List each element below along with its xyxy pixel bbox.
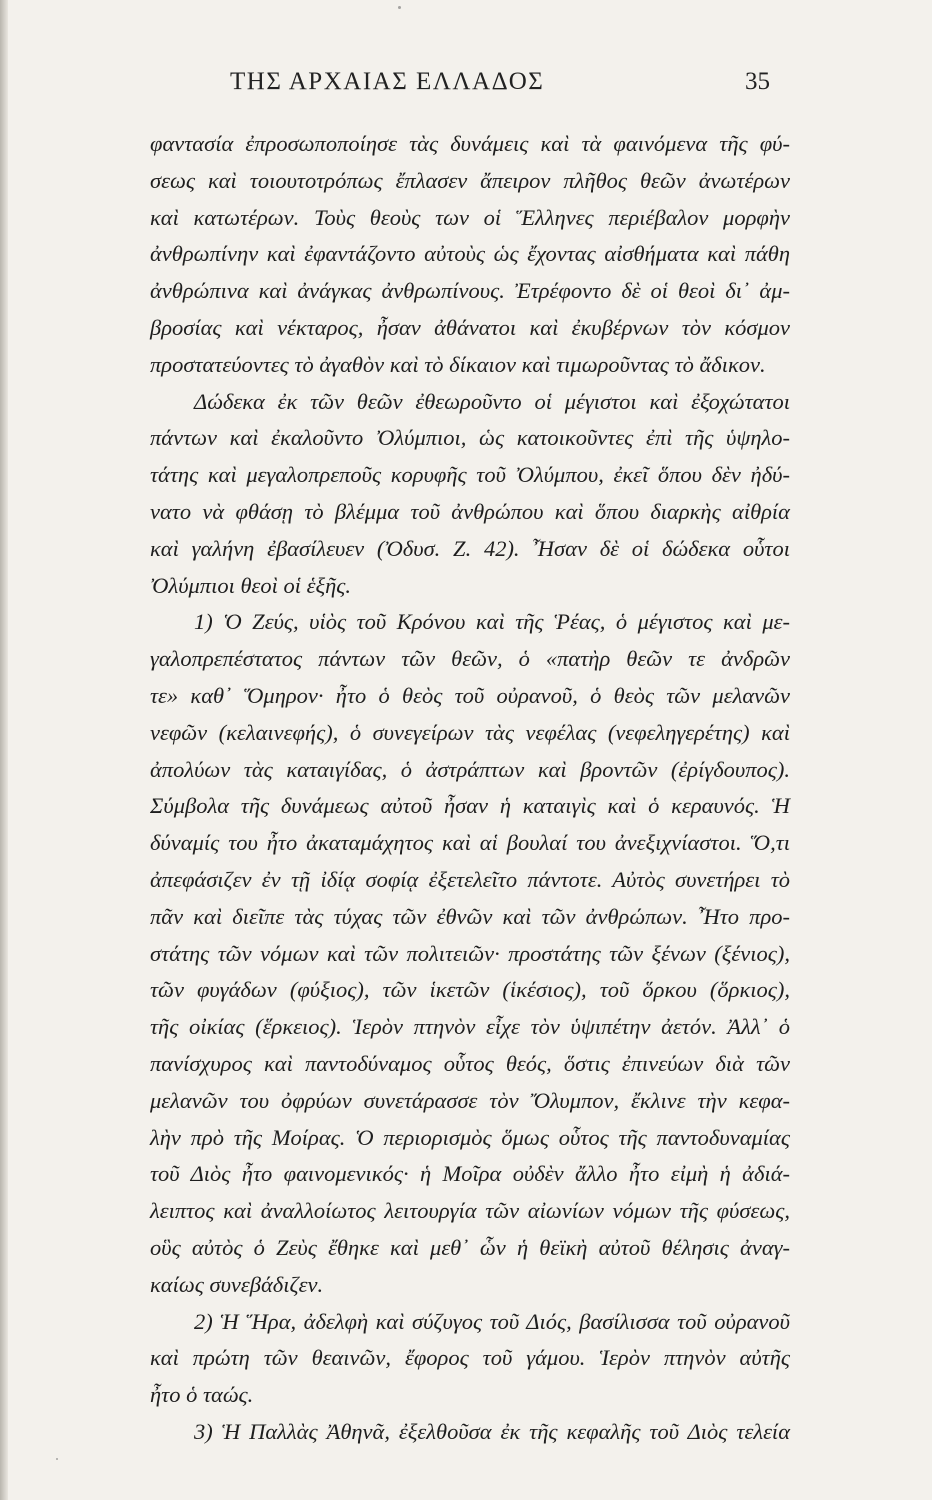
text-line: ἦτο ὁ ταώς. (150, 1382, 254, 1408)
text-line: καίως συνεβάδιζεν. (150, 1271, 324, 1297)
text-line: γαλοπρεπέστατος πάντων τῶν θεῶν, ὁ «πατὴρ θεῶν τε ἀνδρῶν (150, 646, 790, 672)
text-line: Ὀλύμπιοι θεοὶ οἱ ἑξῆς. (150, 572, 352, 598)
text-line: 1) Ὁ Ζεύς, υἱὸς τοῦ Κρόνου καὶ τῆς Ῥέας, ὁ μέγιστος καὶ με- (194, 609, 790, 635)
text-line: τάτης καὶ μεγαλοπρεποῦς κορυφῆς τοῦ Ὀλύμπου, ἐκεῖ ὅπου δὲν ἠδύ- (150, 462, 790, 488)
text-line: πανίσχυρος καὶ παντοδύναμος οὗτος θεός, ὅστις ἐπινεύων διὰ τῶν (150, 1050, 790, 1076)
text-line: νεφῶν (κελαινεφής), ὁ συνεγείρων τὰς νεφέλας (νεφεληγερέτης) καὶ (150, 719, 790, 745)
text-line: φαντασία ἐπροσωποποίησε τὰς δυνάμεις καὶ τὰ φαινόμενα τῆς φύ- (150, 131, 790, 156)
text-line: λὴν πρὸ τῆς Μοίρας. Ὁ περιορισμὸς ὅμως οὗτος τῆς παντοδυναμίας (150, 1124, 790, 1150)
text-line: τῶν φυγάδων (φύξιος), τῶν ἱκετῶν (ἱκέσιος), τοῦ ὅρκου (ὅρκιος), (150, 977, 790, 1003)
text-line: καὶ κατωτέρων. Τοὺς θεοὺς των οἱ Ἕλληνες περιέβαλον μορφὴν (150, 204, 790, 230)
text-line: καὶ γαλήνη ἐβασίλευεν (Ὀδυσ. Ζ. 42). Ἦσαν δὲ οἱ δώδεκα οὗτοι (150, 535, 790, 561)
running-head: ΤΗΣ ΑΡΧΑΙΑΣ ΕΛΛΑΔΟΣ (230, 68, 545, 95)
text-line: τε» καθ᾿ Ὅμηρον· ἦτο ὁ θεὸς τοῦ οὐρανοῦ, ὁ θεὸς τῶν μελανῶν (150, 682, 790, 708)
text-line: προστατεύοντες τὸ ἀγαθὸν καὶ τὸ δίκαιον καὶ τιμωροῦντας τὸ ἄδικον. (150, 351, 766, 377)
text-line: ἀπολύων τὰς καταιγίδας, ὁ ἀστράπτων καὶ βροντῶν (ἐρίγδουπος). (150, 756, 790, 782)
text-line: πᾶν καὶ διεῖπε τὰς τύχας τῶν ἐθνῶν καὶ τῶν ἀνθρώπων. Ἦτο προ- (150, 903, 790, 929)
text-line: μελανῶν του ὀφρύων συνετάρασσε τὸν Ὄλυμπον, ἔκλινε τὴν κεφα- (150, 1087, 790, 1113)
text-line: βροσίας καὶ νέκταρος, ἦσαν ἀθάνατοι καὶ ἐκυβέρνων τὸν κόσμον (150, 314, 790, 340)
text-line: ἀνθρώπινα καὶ ἀνάγκας ἀνθρωπίνους. Ἐτρέφοντο δὲ οἱ θεοὶ δι᾿ ἀμ- (150, 278, 790, 304)
text-line: Δώδεκα ἐκ τῶν θεῶν ἐθεωροῦντο οἱ μέγιστοι καὶ ἐξοχώτατοι (194, 388, 790, 414)
text-line: δύναμίς του ἦτο ἀκαταμάχητος καὶ αἱ βουλαί του ἀνεξιχνίαστοι. Ὅ,τι (150, 830, 790, 856)
text-line: οὓς αὐτὸς ὁ Ζεὺς ἔθηκε καὶ μεθ᾿ ὧν ἡ θεϊκὴ αὐτοῦ θέλησις ἀναγ- (150, 1234, 790, 1260)
text-line: λειπτος καὶ ἀναλλοίωτος λειτουργία τῶν αἰωνίων νόμων τῆς φύσεως, (150, 1198, 790, 1224)
page-edge-shadow (0, 0, 8, 1500)
text-line: τῆς οἰκίας (ἕρκειος). Ἱερὸν πτηνὸν εἶχε τὸν ὑψιπέτην ἀετόν. Ἀλλ᾿ ὁ (150, 1014, 790, 1040)
text-line: 3) Ἡ Παλλὰς Ἀθηνᾶ, ἐξελθοῦσα ἐκ τῆς κεφαλῆς τοῦ Διὸς τελεία (194, 1418, 790, 1444)
text-line: ἀπεφάσιζεν ἐν τῇ ἰδίᾳ σοφίᾳ ἐξετελεῖτο πάντοτε. Αὐτὸς συνετήρει τὸ (150, 866, 790, 892)
text-line: πάντων καὶ ἐκαλοῦντο Ὀλύμπιοι, ὡς κατοικοῦντες ἐπὶ τῆς ὑψηλο- (150, 425, 790, 451)
text-line: σεως καὶ τοιουτοτρόπως ἔπλασεν ἄπειρον πλῆθος θεῶν ἀνωτέρων (150, 167, 790, 193)
text-line: στάτης τῶν νόμων καὶ τῶν πολιτειῶν· προστάτης τῶν ξένων (ξένιος), (150, 940, 790, 966)
text-line: ἀνθρωπίνην καὶ ἐφαντάζοντο αὐτοὺς ὡς ἔχοντας αἰσθήματα καὶ πάθη (150, 241, 790, 267)
print-speck (56, 1458, 58, 1460)
body-text (150, 126, 790, 1451)
text-line: 2) Ἡ Ἥρα, ἀδελφὴ καὶ σύζυγος τοῦ Διός, βασίλισσα τοῦ οὐρανοῦ (194, 1308, 790, 1334)
page-header (230, 68, 770, 108)
text-line: νατο νὰ φθάσῃ τὸ βλέμμα τοῦ ἀνθρώπου καὶ ὅπου διαρκὴς αἰθρία (150, 498, 790, 524)
text-line: Σύμβολα τῆς δυνάμεως αὐτοῦ ἦσαν ἡ καταιγὶς καὶ ὁ κεραυνός. Ἡ (150, 793, 790, 819)
page-number: 35 (745, 68, 770, 95)
text-line: καὶ πρώτη τῶν θεαινῶν, ἔφορος τοῦ γάμου. Ἱερὸν πτηνὸν αὐτῆς (150, 1345, 790, 1371)
text-line: τοῦ Διὸς ἦτο φαινομενικός· ἡ Μοῖρα οὐδὲν ἄλλο ἦτο εἰμὴ ἡ ἀδιά- (150, 1161, 790, 1187)
print-speck (398, 6, 401, 9)
